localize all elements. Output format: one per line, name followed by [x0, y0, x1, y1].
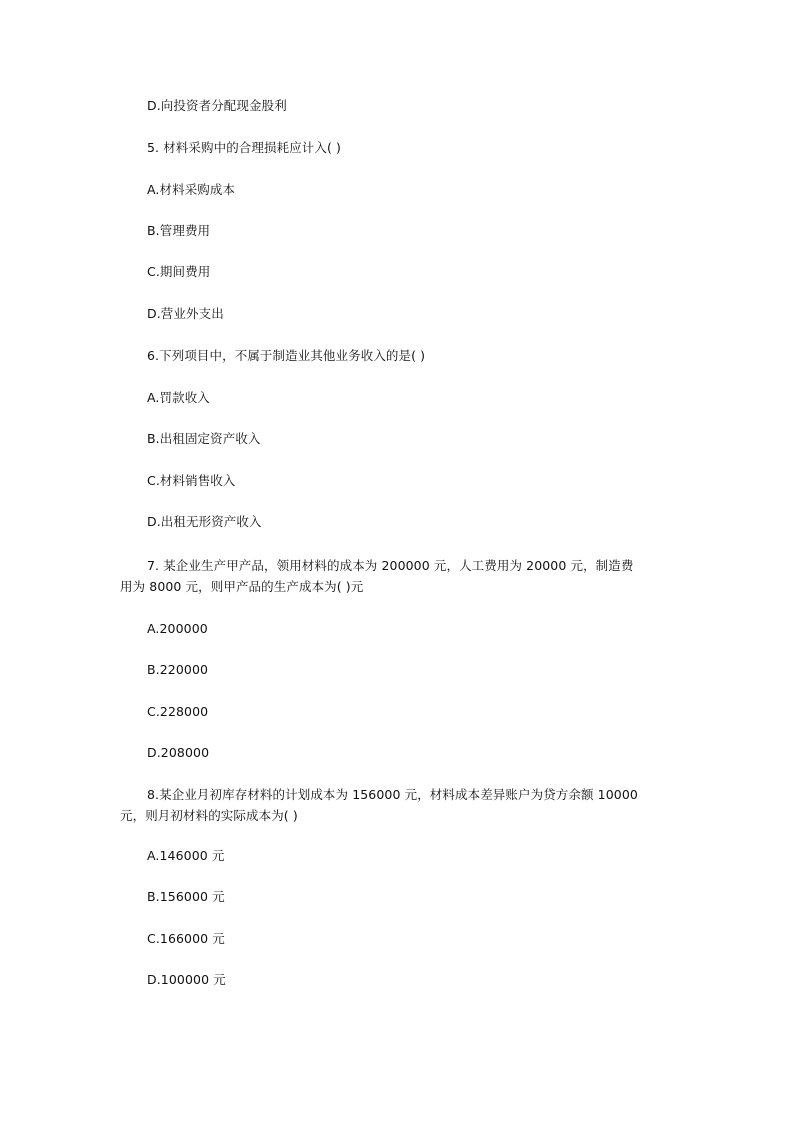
q8-question — [120, 784, 680, 826]
q5-option-c: C.期间费用 — [147, 264, 211, 279]
q6-option-b: B.出租固定资产收入 — [147, 431, 261, 446]
q8-question-line1: 8.某企业月初库存材料的计划成本为 156000 元，材料成本差异账户为贷方余额 10000 — [147, 787, 638, 802]
q7-option-c: C.228000 — [147, 704, 209, 719]
q8-option-d: D.100000 元 — [147, 972, 226, 987]
q5-option-b: B.管理费用 — [147, 223, 211, 238]
q7-option-b: B.220000 — [147, 662, 209, 677]
q6-option-c: C.材料销售收入 — [147, 473, 236, 488]
q8-question-line2: 元，则月初材料的实际成本为( ) — [120, 808, 298, 823]
q5-question: 5. 材料采购中的合理损耗应计入( ) — [147, 140, 342, 155]
q8-option-b: B.156000 元 — [147, 889, 225, 904]
q5-option-d: D.营业外支出 — [147, 306, 224, 321]
q7-question-line2: 用为 8000 元，则甲产品的生产成本为( )元 — [120, 579, 364, 594]
q6-option-a: A.罚款收入 — [147, 390, 210, 405]
q8-option-c: C.166000 元 — [147, 931, 225, 946]
q5-option-a: A.材料采购成本 — [147, 182, 236, 197]
q7-option-a: A.200000 — [147, 621, 208, 636]
q7-question — [120, 555, 680, 597]
q8-option-a: A.146000 元 — [147, 848, 225, 863]
q6-question: 6.下列项目中，不属于制造业其他业务收入的是( ) — [147, 348, 426, 363]
q6-option-d: D.出租无形资产收入 — [147, 514, 262, 529]
q7-option-d: D.208000 — [147, 745, 210, 760]
q7-question-line1: 7. 某企业生产甲产品，领用材料的成本为 200000 元，人工费用为 20000 元，制造费 — [147, 558, 634, 573]
q4-option-d: D.向投资者分配现金股利 — [147, 98, 287, 113]
